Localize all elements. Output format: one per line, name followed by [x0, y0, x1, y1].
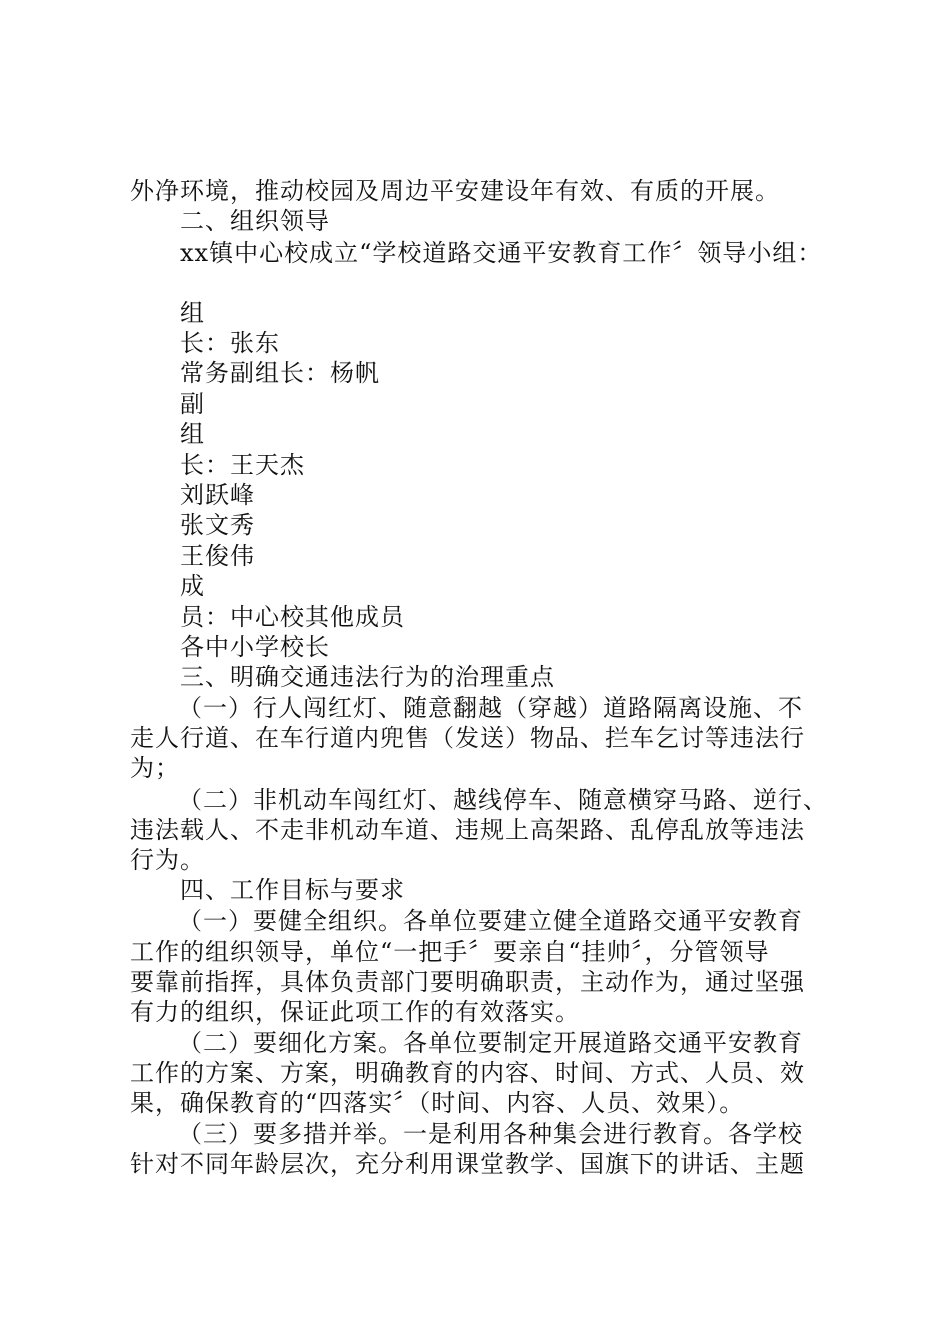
section-heading: 二、组织领导 — [180, 207, 330, 235]
text-line: 组 — [180, 420, 205, 448]
text-line: 工作的方案、方案，明确教育的内容、时间、方式、人员、效 — [130, 1059, 805, 1087]
text-line: 果，确保教育的“四落实〞（时间、内容、人员、效果）。 — [130, 1089, 745, 1117]
text-line: 为； — [130, 754, 180, 782]
text-line: 成 — [180, 572, 205, 600]
text-line: 张文秀 — [180, 511, 255, 539]
text-line: xx镇中心校成立“学校道路交通平安教育工作〞领导小组： — [180, 239, 823, 267]
text-line: （一）行人闯红灯、随意翻越（穿越）道路隔离设施、不 — [178, 694, 803, 722]
text-line: 违法载人、不走非机动车道、违规上高架路、乱停乱放等违法 — [130, 816, 805, 844]
text-line: 副 — [180, 390, 205, 418]
text-line: 有力的组织，保证此项工作的有效落实。 — [130, 998, 580, 1026]
text-line: 针对不同年龄层次，充分利用课堂教学、国旗下的讲话、主题 — [130, 1150, 805, 1178]
text-line: 组 — [180, 299, 205, 327]
text-line: （二）非机动车闯红灯、越线停车、随意横穿马路、逆行、 — [178, 786, 828, 814]
section-heading: 三、明确交通违法行为的治理重点 — [180, 663, 555, 691]
text-line: 外净环境，推动校园及周边平安建设年有效、有质的开展。 — [130, 177, 780, 205]
text-line: 行为。 — [130, 846, 205, 874]
text-line: 长：王天杰 — [180, 451, 305, 479]
text-line: 常务副组长：杨帆 — [180, 359, 380, 387]
section-heading: 四、工作目标与要求 — [180, 876, 405, 904]
text-line: 各中小学校长 — [180, 633, 330, 661]
text-line: （二）要细化方案。各单位要制定开展道路交通平安教育 — [178, 1029, 803, 1057]
text-line: 员：中心校其他成员 — [180, 603, 405, 631]
text-line: 长：张东 — [180, 329, 280, 357]
text-line: 王俊伟 — [180, 542, 255, 570]
text-line: 走人行道、在车行道内兜售（发送）物品、拦车乞讨等违法行 — [130, 724, 805, 752]
text-line: （三）要多措并举。一是利用各种集会进行教育。各学校 — [178, 1120, 803, 1148]
text-line: 刘跃峰 — [180, 481, 255, 509]
text-line: 要靠前指挥，具体负责部门要明确职责，主动作为，通过坚强 — [130, 968, 805, 996]
text-line: 工作的组织领导，单位“一把手〞要亲自“挂帅〞，分管领导 — [130, 938, 770, 966]
text-line: （一）要健全组织。各单位要建立健全道路交通平安教育 — [178, 907, 803, 935]
